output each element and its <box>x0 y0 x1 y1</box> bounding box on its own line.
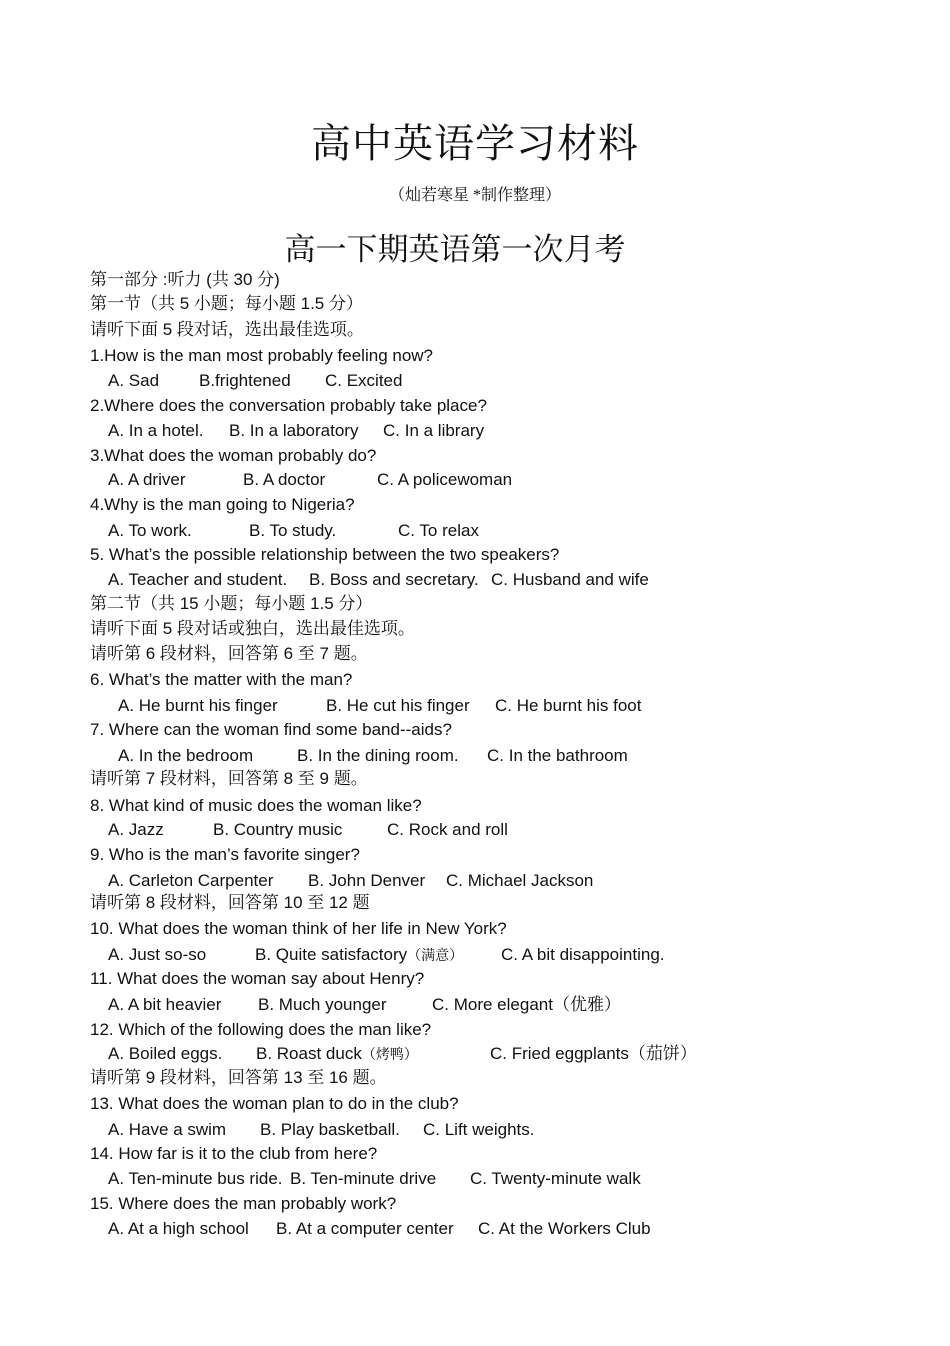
option-c: C. More elegant（优雅） <box>432 995 621 1014</box>
question-options <box>108 369 808 393</box>
option-a: A. Have a swim <box>108 1120 227 1139</box>
material-instruction: 请听第 7 段材料，回答第 8 至 9 题。 <box>90 769 368 788</box>
option-c: C. Lift weights. <box>423 1120 535 1139</box>
question-options <box>108 419 808 443</box>
option-c: C. To relax <box>398 521 479 540</box>
option-a: A. At a high school <box>108 1219 249 1238</box>
option-a: A. Teacher and student. <box>108 570 288 589</box>
question-text: 1.How is the man most probably feeling now? <box>90 346 434 365</box>
option-c: C. In a library <box>383 421 485 440</box>
option-b: B. Country music <box>213 820 343 839</box>
option-a: A. He burnt his finger <box>118 696 278 715</box>
option-b <box>255 943 463 967</box>
option-c: C. He burnt his foot <box>495 696 642 715</box>
option-b: B. In a laboratory <box>229 421 359 440</box>
question-text: 6. What’s the matter with the man? <box>90 670 353 689</box>
option-c: C. Twenty-minute walk <box>470 1169 641 1188</box>
section-heading: 第二节（共 15 小题；每小题 1.5 分） <box>90 594 373 613</box>
question-text: 7. Where can the woman find some band--aids? <box>90 720 452 739</box>
option-b: B. At a computer center <box>276 1219 454 1238</box>
question-options <box>108 519 808 543</box>
question-options <box>108 869 808 893</box>
option-a: A. Sad <box>108 371 160 390</box>
option-b: B. Play basketball. <box>260 1120 400 1139</box>
option-b <box>256 1042 418 1066</box>
option-c: C. At the Workers Club <box>478 1219 651 1238</box>
question-text: 8. What kind of music does the woman like? <box>90 796 422 815</box>
option-b: B. In the dining room. <box>297 746 459 765</box>
section-instruction: 请听下面 5 段对话，选出最佳选项。 <box>90 320 364 339</box>
option-a: A. In the bedroom <box>118 746 254 765</box>
option-b-note: （满意） <box>407 947 464 963</box>
option-b: B. Boss and secretary. <box>309 570 479 589</box>
question-options <box>108 818 808 842</box>
material-instruction: 请听第 8 段材料，回答第 10 至 12 题 <box>90 893 370 912</box>
section-instruction: 请听下面 5 段对话或独白，选出最佳选项。 <box>90 619 415 638</box>
option-b: B.frightened <box>199 371 291 390</box>
doc-title: 高中英语学习材料 <box>311 121 639 167</box>
option-c: C. In the bathroom <box>487 746 628 765</box>
option-b: B. John Denver <box>308 871 426 890</box>
question-text: 9. Who is the man’s favorite singer? <box>90 845 360 864</box>
material-instruction: 请听第 6 段材料，回答第 6 至 7 题。 <box>90 644 368 663</box>
option-c: C. Michael Jackson <box>446 871 594 890</box>
option-a: A. To work. <box>108 521 192 540</box>
option-a: A. A bit heavier <box>108 995 222 1014</box>
option-c: C. A bit disappointing. <box>501 945 665 964</box>
option-a: A. A driver <box>108 470 186 489</box>
doc-subtitle: （灿若寒星 *制作整理） <box>388 187 561 204</box>
question-text: 15. Where does the man probably work? <box>90 1194 397 1213</box>
question-options <box>108 568 808 592</box>
question-text: 10. What does the woman think of her life in New York? <box>90 919 507 938</box>
section-heading: 第一节（共 5 小题；每小题 1.5 分） <box>90 294 363 313</box>
question-options <box>108 993 808 1017</box>
exam-title: 高一下期英语第一次月考 <box>284 232 626 268</box>
option-c: C. Fried eggplants（茄饼） <box>490 1044 697 1063</box>
question-options <box>108 943 808 967</box>
option-a: A. Just so-so <box>108 945 207 964</box>
option-c: C. Rock and roll <box>387 820 508 839</box>
question-text: 5. What’s the possible relationship between the two speakers? <box>90 545 560 564</box>
option-b-text: B. Roast duck <box>256 1044 362 1063</box>
option-a: A. Ten-minute bus ride. <box>108 1169 283 1188</box>
option-b-text: B. Quite satisfactory <box>255 945 408 964</box>
question-options <box>108 1042 808 1066</box>
option-b: B. To study. <box>249 521 337 540</box>
question-text: 2.Where does the conversation probably take place? <box>90 396 487 415</box>
question-options <box>118 744 818 768</box>
question-text: 12. Which of the following does the man like? <box>90 1020 432 1039</box>
option-a: A. Boiled eggs. <box>108 1044 223 1063</box>
option-c: C. A policewoman <box>377 470 513 489</box>
option-a: A. Jazz <box>108 820 164 839</box>
option-b: B. A doctor <box>243 470 326 489</box>
question-text: 14. How far is it to the club from here? <box>90 1144 378 1163</box>
option-b: B. Ten-minute drive <box>290 1169 437 1188</box>
question-text: 4.Why is the man going to Nigeria? <box>90 495 355 514</box>
question-text: 3.What does the woman probably do? <box>90 446 377 465</box>
question-options <box>108 1118 808 1142</box>
option-b: B. He cut his finger <box>326 696 470 715</box>
question-options <box>108 1167 808 1191</box>
material-instruction: 请听第 9 段材料，回答第 13 至 16 题。 <box>90 1068 387 1087</box>
part-heading: 第一部分 :听力 (共 30 分) <box>90 270 280 289</box>
question-options <box>108 468 808 492</box>
option-b: B. Much younger <box>258 995 387 1014</box>
question-options <box>108 1217 808 1241</box>
option-c: C. Excited <box>325 371 403 390</box>
question-options <box>118 694 818 718</box>
option-a: A. Carleton Carpenter <box>108 871 274 890</box>
option-b-note: （烤鸭） <box>361 1046 418 1062</box>
option-c: C. Husband and wife <box>491 570 649 589</box>
option-a: A. In a hotel. <box>108 421 204 440</box>
question-text: 13. What does the woman plan to do in the club? <box>90 1094 459 1113</box>
question-text: 11. What does the woman say about Henry? <box>90 969 425 988</box>
